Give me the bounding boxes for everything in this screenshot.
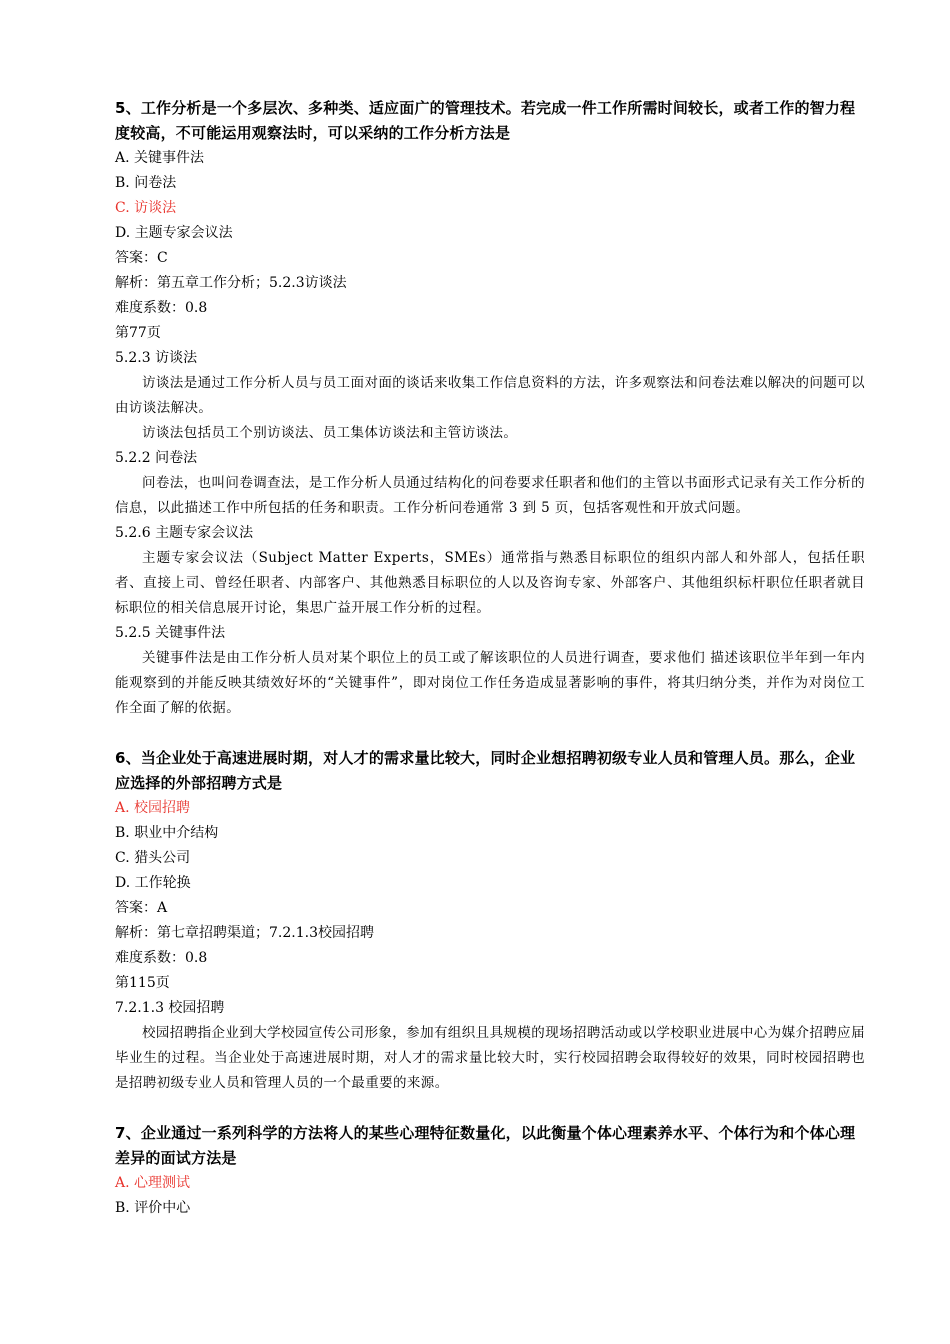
difficulty: 难度系数：0.8 [115, 950, 208, 966]
analysis: 解析：第七章招聘渠道；7.2.1.3校园招聘 [115, 925, 374, 941]
option-a: A. 关键事件法 [115, 150, 205, 166]
section-heading: 5.2.5 关键事件法 [115, 625, 226, 641]
spacer [115, 721, 865, 746]
option-c: C. 猎头公司 [115, 850, 191, 866]
section-paragraph: 访谈法包括员工个别访谈法、员工集体访谈法和主管访谈法。 [142, 425, 518, 441]
section-paragraph: 主题专家会议法（Subject Matter Experts，SMEs）通常指与熟悉目标职位的组织内部人和外部人，包括任职者、直接上司、曾经任职者、内部客户、其他熟悉目标职位的人以及咨询专家、外部客户、其他组织标杆职位任职者就目标职位的相关信息展开讨论，集思广益开展工作分析的过程。 [115, 550, 865, 616]
option-a-correct: A. 心理测试 [115, 1175, 191, 1191]
option-b: B. 评价中心 [115, 1200, 191, 1216]
option-d: D. 主题专家会议法 [115, 225, 233, 241]
question-stem: 7、企业通过一系列科学的方法将人的某些心理特征数量化，以此衡量个体心理素养水平、个体行为和个体心理差异的面试方法是 [115, 1124, 856, 1167]
option-c-correct: C. 访谈法 [115, 200, 177, 216]
difficulty: 难度系数：0.8 [115, 300, 208, 316]
option-b: B. 职业中介结构 [115, 825, 219, 841]
page-ref: 第77页 [115, 325, 161, 341]
section-paragraph: 校园招聘指企业到大学校园宣传公司形象，参加有组织且具规模的现场招聘活动或以学校职业进展中心为媒介招聘应届毕业生的过程。当企业处于高速进展时期，对人才的需求量比较大时，实行校园招聘会取得较好的效果，同时校园招聘也是招聘初级专业人员和管理人员的一个最重要的来源。 [115, 1025, 865, 1091]
section-paragraph: 访谈法是通过工作分析人员与员工面对面的谈话来收集工作信息资料的方法，许多观察法和问卷法难以解决的问题可以由访谈法解决。 [115, 375, 865, 416]
document-page [115, 96, 865, 1221]
option-b: B. 问卷法 [115, 175, 177, 191]
spacer [115, 1096, 865, 1121]
section-heading: 7.2.1.3 校园招聘 [115, 1000, 225, 1016]
section-heading: 5.2.2 问卷法 [115, 450, 198, 466]
option-d: D. 工作轮换 [115, 875, 191, 891]
section-heading: 5.2.3 访谈法 [115, 350, 198, 366]
section-paragraph: 问卷法，也叫问卷调查法，是工作分析人员通过结构化的问卷要求任职者和他们的主管以书面形式记录有关工作分析的信息，以此描述工作中所包括的任务和职责。工作分析问卷通常 3 到 5 页，包括客观性和开放式问题。 [115, 475, 865, 516]
page-ref: 第115页 [115, 975, 170, 991]
answer: 答案：A [115, 900, 168, 916]
question-stem: 5、工作分析是一个多层次、多种类、适应面广的管理技术。若完成一件工作所需时间较长，或者工作的智力程度较高，不可能运用观察法时，可以采纳的工作分析方法是 [115, 99, 856, 142]
analysis: 解析：第五章工作分析；5.2.3访谈法 [115, 275, 347, 291]
section-paragraph: 关键事件法是由工作分析人员对某个职位上的员工或了解该职位的人员进行调查，要求他们 描述该职位半年到一年内能观察到的并能反映其绩效好坏的“关键事件”，即对岗位工作任务造成显著影响的事件，将其归纳分类，并作为对岗位工作全面了解的依据。 [115, 650, 865, 716]
answer: 答案：C [115, 250, 168, 266]
section-heading: 5.2.6 主题专家会议法 [115, 525, 254, 541]
question-stem: 6、当企业处于高速进展时期，对人才的需求量比较大，同时企业想招聘初级专业人员和管理人员。那么，企业应选择的外部招聘方式是 [115, 749, 856, 792]
option-a-correct: A. 校园招聘 [115, 800, 191, 816]
